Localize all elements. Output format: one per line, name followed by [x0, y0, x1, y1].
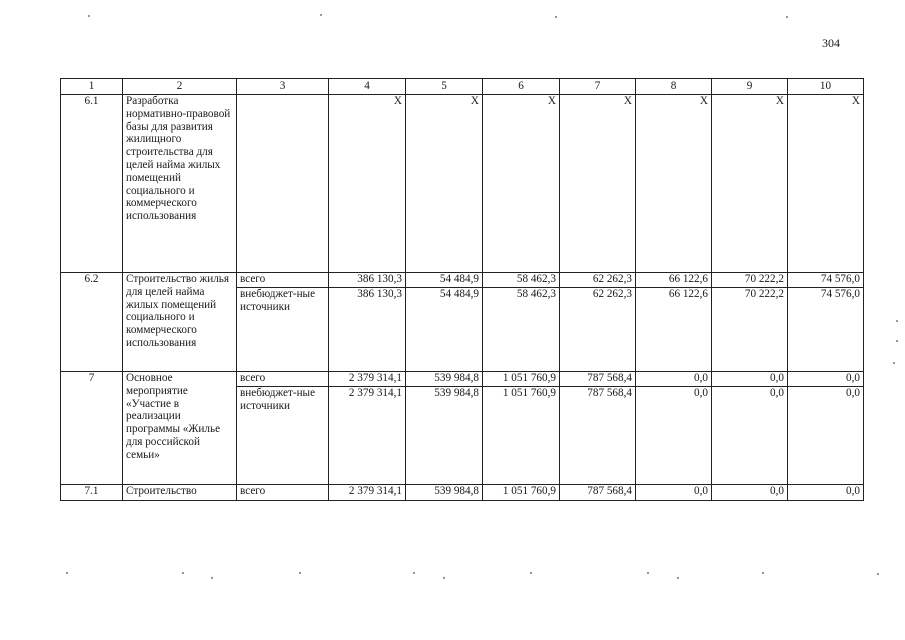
- column-header: 9: [712, 79, 788, 95]
- scan-speck: [896, 320, 898, 322]
- value-cell: 0,0: [788, 387, 864, 485]
- table-row: [61, 372, 864, 387]
- value-cell: 1 051 760,9: [483, 485, 560, 501]
- scan-speck: [555, 16, 557, 18]
- scan-speck: [877, 573, 879, 575]
- row-name: Строительство жилья для целей найма жилых помещений социального и коммерческого использования: [123, 273, 237, 372]
- value-cell: Х: [329, 95, 406, 273]
- scan-speck: [320, 14, 322, 16]
- table-row: [61, 485, 864, 501]
- row-code: 6.1: [61, 95, 123, 273]
- scan-speck: [896, 340, 898, 342]
- row-name: Разработка нормативно-правовой базы для развития жилищного строительства для целей найма жилых помещений социального и коммерческого использования: [123, 95, 237, 273]
- value-cell: 1 051 760,9: [483, 387, 560, 485]
- value-cell: 0,0: [636, 485, 712, 501]
- table-row: [61, 95, 864, 273]
- scan-speck: [530, 572, 532, 574]
- scan-speck: [299, 572, 301, 574]
- value-cell: 70 222,2: [712, 288, 788, 372]
- scan-speck: [66, 572, 68, 574]
- scan-speck: [211, 577, 213, 579]
- value-cell: 0,0: [788, 372, 864, 387]
- value-cell: 386 130,3: [329, 288, 406, 372]
- column-header: 5: [406, 79, 483, 95]
- value-cell: Х: [406, 95, 483, 273]
- row-source: всего: [237, 485, 329, 501]
- scan-speck: [647, 572, 649, 574]
- value-cell: 66 122,6: [636, 273, 712, 288]
- scan-speck: [413, 572, 415, 574]
- value-cell: 0,0: [636, 387, 712, 485]
- row-code: 7.1: [61, 485, 123, 501]
- scan-speck: [893, 362, 895, 364]
- column-header: 3: [237, 79, 329, 95]
- row-code: 6.2: [61, 273, 123, 372]
- column-header: 10: [788, 79, 864, 95]
- value-cell: Х: [636, 95, 712, 273]
- value-cell: Х: [560, 95, 636, 273]
- row-source: внебюджет-ные источники: [237, 387, 329, 485]
- row-code: 7: [61, 372, 123, 485]
- value-cell: 539 984,8: [406, 485, 483, 501]
- value-cell: 66 122,6: [636, 288, 712, 372]
- value-cell: Х: [483, 95, 560, 273]
- scan-speck: [182, 572, 184, 574]
- value-cell: Х: [712, 95, 788, 273]
- value-cell: 1 051 760,9: [483, 372, 560, 387]
- value-cell: 58 462,3: [483, 273, 560, 288]
- value-cell: 62 262,3: [560, 288, 636, 372]
- table-body: [61, 79, 864, 501]
- column-header-row: [61, 79, 864, 95]
- value-cell: 54 484,9: [406, 288, 483, 372]
- value-cell: 0,0: [636, 372, 712, 387]
- value-cell: 2 379 314,1: [329, 387, 406, 485]
- value-cell: 58 462,3: [483, 288, 560, 372]
- column-header: 8: [636, 79, 712, 95]
- scan-speck: [88, 15, 90, 17]
- value-cell: 0,0: [788, 485, 864, 501]
- value-cell: 0,0: [712, 387, 788, 485]
- value-cell: 74 576,0: [788, 273, 864, 288]
- page-number: 304: [822, 36, 840, 50]
- scan-speck: [677, 577, 679, 579]
- row-source: всего: [237, 372, 329, 387]
- column-header: 6: [483, 79, 560, 95]
- scan-speck: [762, 572, 764, 574]
- scan-speck: [443, 577, 445, 579]
- column-header: 2: [123, 79, 237, 95]
- scan-speck: [786, 16, 788, 18]
- column-header: 1: [61, 79, 123, 95]
- column-header: 7: [560, 79, 636, 95]
- value-cell: 2 379 314,1: [329, 372, 406, 387]
- value-cell: 0,0: [712, 485, 788, 501]
- value-cell: 386 130,3: [329, 273, 406, 288]
- value-cell: 787 568,4: [560, 372, 636, 387]
- value-cell: 54 484,9: [406, 273, 483, 288]
- value-cell: 539 984,8: [406, 387, 483, 485]
- budget-table: [60, 78, 864, 501]
- value-cell: 70 222,2: [712, 273, 788, 288]
- value-cell: 62 262,3: [560, 273, 636, 288]
- row-source: [237, 95, 329, 273]
- value-cell: 787 568,4: [560, 387, 636, 485]
- value-cell: Х: [788, 95, 864, 273]
- row-name: Строительство: [123, 485, 237, 501]
- row-name: Основное мероприятие «Участие в реализации программы «Жилье для российской семьи»: [123, 372, 237, 485]
- value-cell: 787 568,4: [560, 485, 636, 501]
- row-source: всего: [237, 273, 329, 288]
- value-cell: 2 379 314,1: [329, 485, 406, 501]
- row-source: внебюджет-ные источники: [237, 288, 329, 372]
- table-row: [61, 273, 864, 288]
- column-header: 4: [329, 79, 406, 95]
- value-cell: 0,0: [712, 372, 788, 387]
- value-cell: 74 576,0: [788, 288, 864, 372]
- value-cell: 539 984,8: [406, 372, 483, 387]
